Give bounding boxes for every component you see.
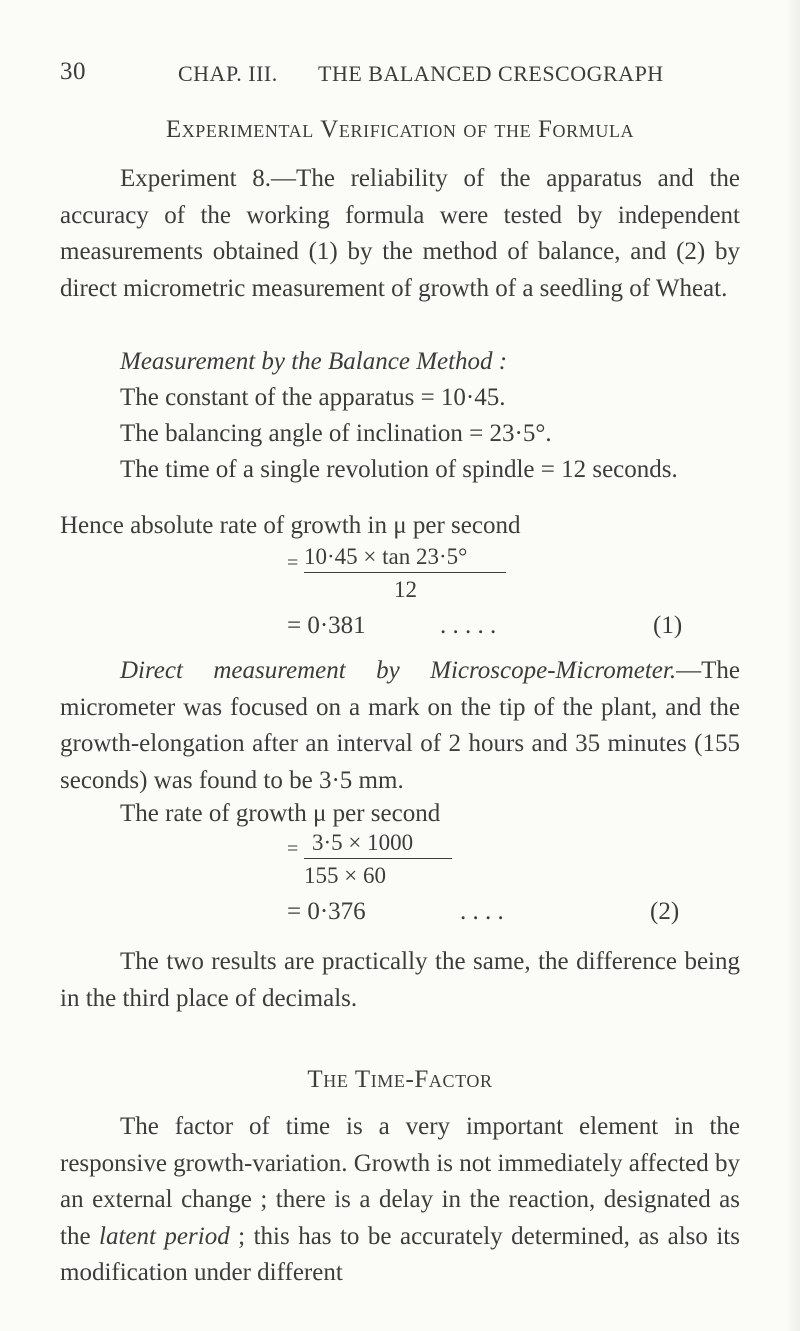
balance-method-heading: Measurement by the Balance Method : — [120, 348, 508, 375]
time-factor-text-after: ; this has to be accurately determined, as also its modification under different — [60, 1222, 740, 1286]
formula-2-fraction-bar — [304, 858, 452, 859]
direct-measurement-paragraph — [60, 653, 740, 799]
chapter-label: CHAP. III. — [178, 61, 278, 86]
angle-line: The balancing angle of inclination = 23·5°. — [120, 420, 552, 447]
constant-line: The constant of the apparatus = 10·45. — [120, 384, 506, 411]
formula-2-denominator: 155 × 60 — [304, 863, 386, 888]
section-heading-verification: Experimental Verification of the Formula — [165, 116, 635, 143]
formula-2-numerator: 3·5 × 1000 — [312, 830, 414, 855]
conclusion-paragraph: The two results are practically the same, the difference being in the third place of decimals. — [60, 948, 740, 1012]
formula-2-leaders: . . . . — [460, 898, 504, 925]
formula-1-result: = 0·381 — [287, 612, 366, 639]
hence-line: Hence absolute rate of growth in μ per second — [60, 512, 521, 539]
formula-1-equals: = — [287, 552, 299, 574]
rate-line: The rate of growth μ per second — [120, 800, 441, 827]
formula-1-leaders: . . . . . — [440, 612, 497, 639]
direct-measurement-heading: Direct measurement by Microscope-Micrometer. — [120, 657, 677, 684]
formula-1-numerator: 10·45 × tan 23·5° — [304, 544, 468, 569]
page-edge-shadow — [786, 0, 800, 1331]
formula-2-result: = 0·376 — [287, 898, 366, 925]
experiment-paragraph: Experiment 8.—The reliability of the apparatus and the accuracy of the working formula were tested by independent measurements obtained (1) by the method of balance, and (2) by direct micrometric measurement of growth of a seedling of Wheat. — [60, 165, 740, 302]
time-factor-text-before: The factor of time is a very important element in the responsive growth-variation. Growth is not immediately affected by an external change ; there is a delay in the reaction, designated as the — [60, 1113, 740, 1250]
equation-number-2: (2) — [650, 898, 680, 925]
equation-number-1: (1) — [653, 612, 683, 639]
running-title: THE BALANCED CRESCOGRAPH — [318, 61, 664, 86]
revolution-time-line: The time of a single revolution of spindle = 12 seconds. — [120, 456, 678, 483]
latent-period-term: latent period — [99, 1222, 230, 1250]
formula-1-denominator: 12 — [394, 577, 417, 602]
running-head — [60, 58, 740, 88]
section-heading-time-factor: The Time-Factor — [307, 1066, 493, 1093]
formula-2-equals: = — [287, 838, 299, 860]
time-factor-paragraph — [60, 1109, 740, 1292]
formula-1-fraction-bar — [304, 572, 506, 573]
direct-measurement-text: —The micrometer was focused on a mark on the tip of the plant, and the growth-elongation after an interval of 2 hours and 35 minutes (155 seconds) was found to be 3·5 mm. — [60, 657, 740, 794]
page-number: 30 — [60, 58, 86, 85]
